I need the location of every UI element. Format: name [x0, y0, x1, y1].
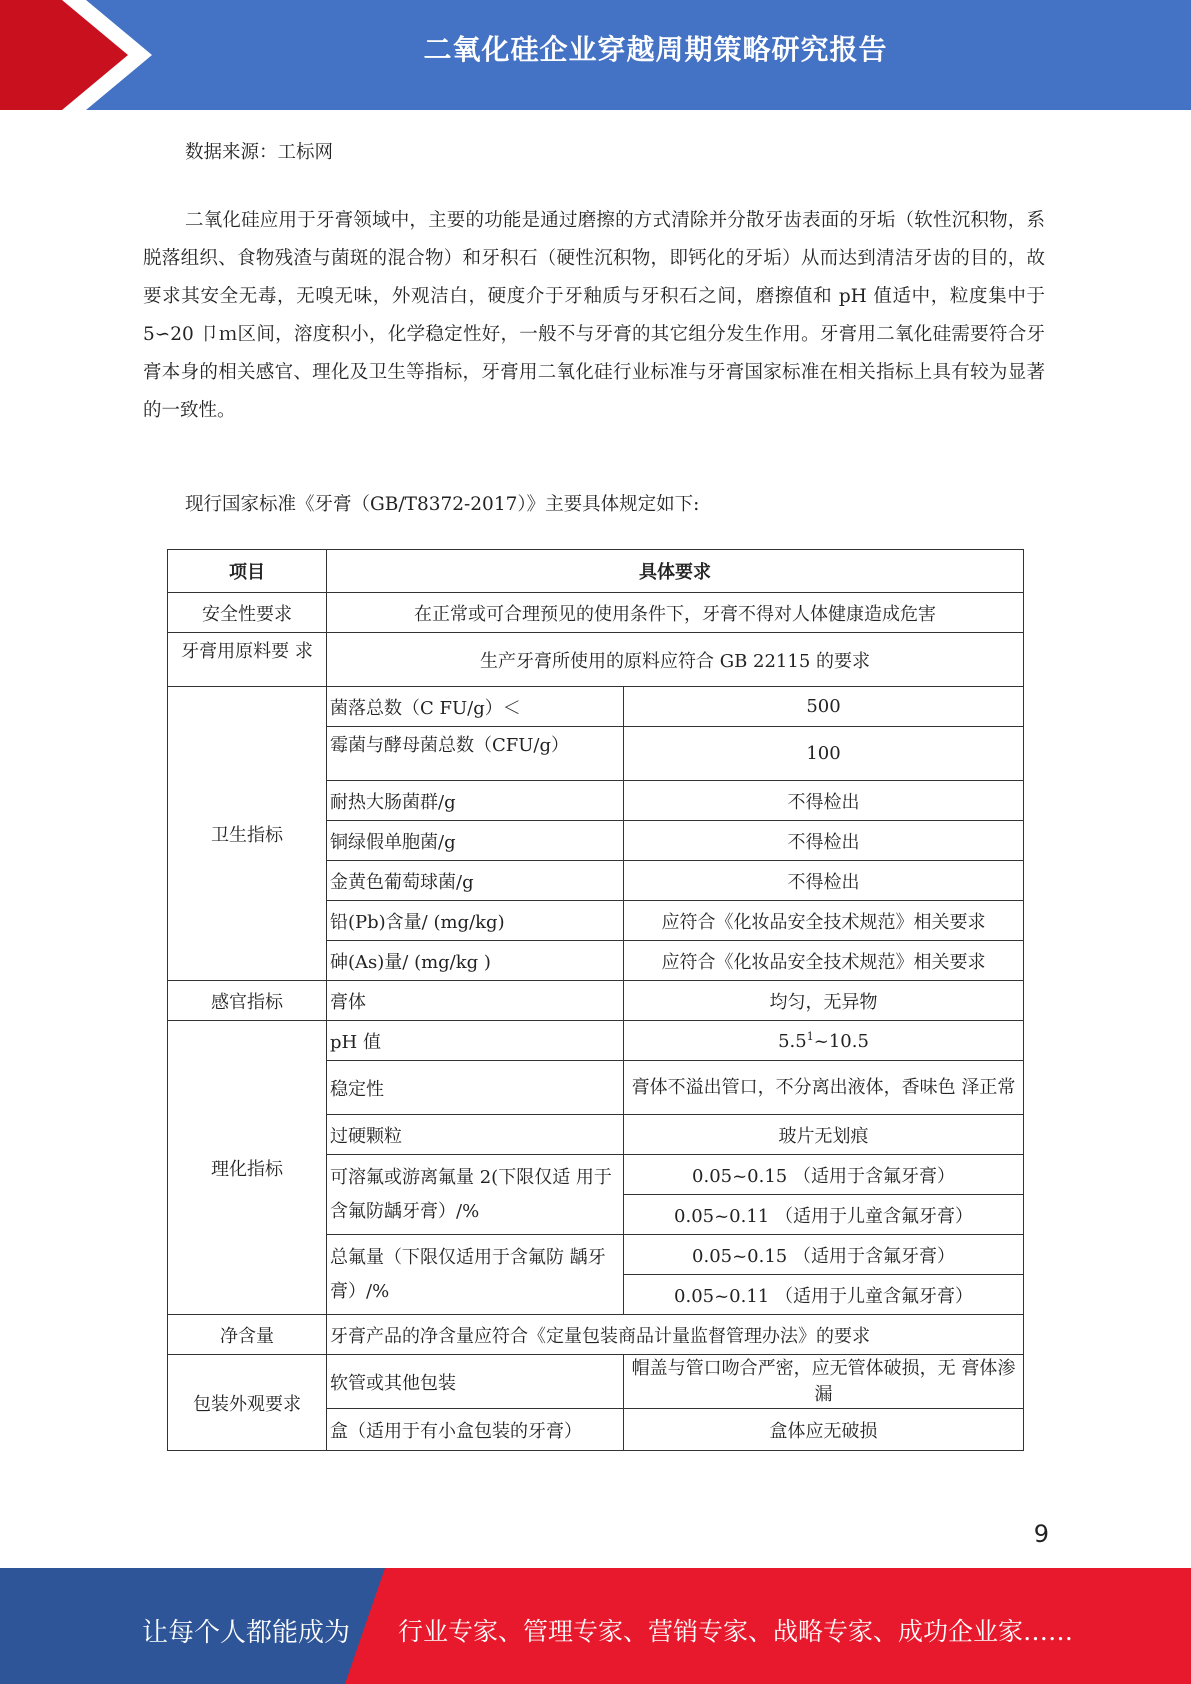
header-requirement: 具体要求 [327, 550, 1024, 593]
cell-value: 500 [624, 687, 1024, 727]
table-row [168, 1355, 1024, 1409]
cell-name: pH 值 [327, 1021, 624, 1061]
table-row [168, 981, 1024, 1021]
cell-name: 膏体 [327, 981, 624, 1021]
cell-name: 稳定性 [327, 1061, 624, 1115]
cell-value: 膏体不溢出管口，不分离出液体，香味色 泽正常 [624, 1061, 1024, 1115]
ph-value-tail: ~10.5 [813, 1030, 869, 1052]
cell-value: 生产牙膏所使用的原料应符合 GB 22115 的要求 [327, 633, 1024, 687]
cell-value: 0.05~0.15 （适用于含氟牙膏） [624, 1235, 1024, 1275]
table-row [168, 593, 1024, 633]
row-label-sensory: 感官指标 [168, 981, 327, 1021]
cell-name: 金黄色葡萄球菌/g [327, 861, 624, 901]
table-row [168, 633, 1024, 687]
cell-value: 帽盖与管口吻合严密，应无管体破损，无 膏体渗漏 [624, 1355, 1024, 1409]
header-red-arrow [0, 0, 130, 110]
cell-value: 0.05~0.11 （适用于儿童含氟牙膏） [624, 1275, 1024, 1315]
cell-value: 不得检出 [624, 781, 1024, 821]
cell-value: 0.05~0.15 （适用于含氟牙膏） [624, 1155, 1024, 1195]
row-label-net: 净含量 [168, 1315, 327, 1355]
ph-value-main: 5.5 [778, 1030, 807, 1052]
cell-name: 可溶氟或游离氟量 2(下限仅适 用于含氟防龋牙膏）/% [327, 1155, 624, 1235]
table-intro: 现行国家标准《牙膏（GB/T8372-2017）》主要具体规定如下: [185, 494, 700, 515]
cell-value: 不得检出 [624, 821, 1024, 861]
cell-name: 砷(As)量/ (mg/kg ) [327, 941, 624, 981]
cell-value: 不得检出 [624, 861, 1024, 901]
table-row [168, 1021, 1024, 1061]
cell-value: 盒体应无破损 [624, 1409, 1024, 1451]
standard-table [167, 549, 1024, 1451]
report-title: 二氧化硅企业穿越周期策略研究报告 [423, 33, 888, 66]
footer-slogan-right: 行业专家、管理专家、营销专家、战略专家、成功企业家…… [398, 1617, 1074, 1646]
cell-name: 过硬颗粒 [327, 1115, 624, 1155]
row-label-packaging: 包装外观要求 [168, 1355, 327, 1451]
row-label-raw: 牙膏用原料要 求 [168, 633, 327, 687]
body-paragraph: 二氧化硅应用于牙膏领域中，主要的功能是通过磨擦的方式清除并分散牙齿表面的牙垢（软性沉积物，系脱落组织、食物残渣与菌斑的混合物）和牙积石（硬性沉积物，即钙化的牙垢）从而达到清洁牙齿的目的，故要求其安全无毒，无嗅无味，外观洁白，硬度介于牙釉质与牙积石之间，磨擦值和 pH 值适中，粒度集中于 5∽20 卩ｍ区间，溶度积小，化学稳定性好，一般不与牙膏的其它组分发生作用。牙膏用二氧化硅需要符合牙膏本身的相关感官、理化及卫生等指标，牙膏用二氧化硅行业标准与牙膏国家标准在相关指标上具有较为显著的一致性。 [143, 210, 1045, 421]
table-row [168, 687, 1024, 727]
page-number: 9 [1033, 1520, 1049, 1548]
cell-name: 铅(Pb)含量/ (mg/kg) [327, 901, 624, 941]
page-footer [0, 1568, 1191, 1684]
cell-value [624, 1021, 1024, 1061]
cell-value: 0.05~0.11 （适用于儿童含氟牙膏） [624, 1195, 1024, 1235]
cell-value: 牙膏产品的净含量应符合《定量包装商品计量监督管理办法》的要求 [327, 1315, 1024, 1355]
cell-value: 应符合《化妆品安全技术规范》相关要求 [624, 901, 1024, 941]
table-header-row [168, 550, 1024, 593]
cell-name: 铜绿假单胞菌/g [327, 821, 624, 861]
cell-name: 菌落总数（C FU/g）＜ [327, 687, 624, 727]
cell-name: 盒（适用于有小盒包装的牙膏） [327, 1409, 624, 1451]
ph-value-sup: 1 [806, 1029, 814, 1043]
page-header [0, 0, 1191, 110]
cell-name: 耐热大肠菌群/g [327, 781, 624, 821]
cell-value: 在正常或可合理预见的使用条件下，牙膏不得对人体健康造成危害 [327, 593, 1024, 633]
cell-name: 软管或其他包装 [327, 1355, 624, 1409]
cell-value: 均匀，无异物 [624, 981, 1024, 1021]
header-item: 项目 [168, 550, 327, 593]
cell-name: 总氟量（下限仅适用于含氟防 龋牙膏）/% [327, 1235, 624, 1315]
row-label-safety: 安全性要求 [168, 593, 327, 633]
cell-value: 应符合《化妆品安全技术规范》相关要求 [624, 941, 1024, 981]
table-row [168, 1315, 1024, 1355]
footer-slogan-left: 让每个人都能成为 [142, 1618, 351, 1648]
row-label-hygiene: 卫生指标 [168, 687, 327, 981]
row-label-physchem: 理化指标 [168, 1021, 327, 1315]
cell-value: 100 [624, 727, 1024, 781]
cell-value: 玻片无划痕 [624, 1115, 1024, 1155]
cell-name: 霉菌与酵母菌总数（CFU/g） [327, 727, 624, 781]
data-source: 数据来源：工标网 [185, 142, 334, 163]
